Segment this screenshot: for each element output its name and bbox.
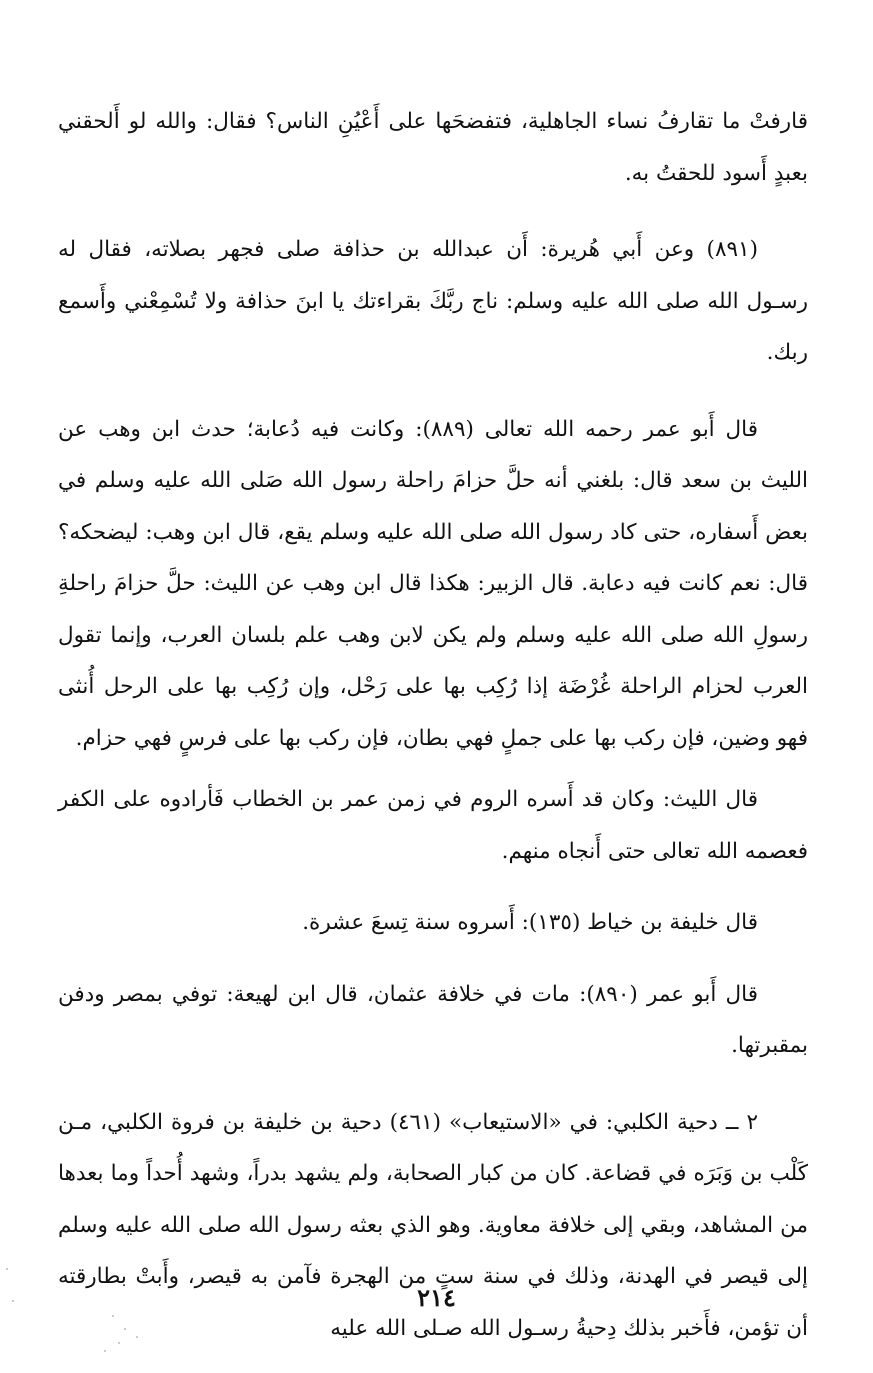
paragraph-5: قال خليفة بن خياط (١٣٥): أَسروه سنة تِسعَ عشرة. [302, 910, 758, 935]
paragraph-2: (٨٩١) وعن أَبي هُريرة: أَن عبدالله بن حذافة صلى فجهر بصلاته، فقال له رسـول الله صلى الله عليه وسلم: ناج ربَّكَ بقراءتك يا ابنَ حذافة ولا تُسْمِعْني وأَسمع ربك. [58, 237, 808, 365]
paragraph-3: قال أَبو عمر رحمه الله تعالى (٨٨٩): وكانت فيه دُعابة؛ حدث ابن وهب عن الليث بن سعد قال: بلغني أنه حلَّ حزامَ راحلة رسول الله صَلى الله عليه وسلم في بعض أَسفاره، حتى كاد رسول الله صلى الله عليه وسلم يقع، قال ابن وهب: ليضحكه؟ قال: نعم كانت فيه دعابة. قال الزبير: هكذا قال ابن وهب عن الليث: حلَّ حزامَ راحلةِ رسولِ الله صلى الله عليه وسلم ولم يكن لابن وهب علم بلسان العرب، وإنما تقول العرب لحزام الراحلة غُرْضَة إذا رُكِب بها على رَحْل، وإن رُكِب بها على الرحل أُنثى فهو وضين، فإن ركب بها على جملٍ فهي بطان، فإن ركب بها على فرسٍ فهي حزام. [58, 416, 808, 751]
paragraph-1: قارفتْ ما تقارفُ نساء الجاهلية، فتفضحَها على أَعْيُنِ الناس؟ فقال: والله لو أَلحقني بعبدٍ أَسود للحقتُ به. [58, 109, 808, 186]
paragraph-7: ٢ ــ دحية الكلبي: في «الاستيعاب» (٤٦١) دحية بن خليفة بن فروة الكلبي، مـن كَلْب بن وَبَرَه في قضاعة. كان من كبار الصحابة، ولم يشهد بدراً، وشهد أُحداً وما بعدها من المشاهد، وبقي إلى خلافة معاوية. وهو الذي بعثه رسول الله صلى الله عليه وسلم إلى قيصر في الهدنة، وذلك في سنة ستٍ من الهجرة فآمن به قيصر، وأَبتْ بطارقته أن تؤمن، فأَخبر بذلك دِحيةُ رسـول الله صـلى الله عليه [58, 1109, 808, 1341]
paragraph-6: قال أَبو عمر (٨٩٠): مات في خلافة عثمان، قال ابن لهيعة: توفي بمصر ودفن بمقبرتها. [58, 981, 808, 1058]
page-number: ٢١٤ [417, 1283, 456, 1312]
paragraph-4: قال الليث: وكان قد أَسره الروم في زمن عمر بن الخطاب فَأرادوه على الكفر فعصمه الله تعالى حتى أَنجاه منهم. [58, 787, 808, 864]
page-body [58, 96, 808, 1354]
